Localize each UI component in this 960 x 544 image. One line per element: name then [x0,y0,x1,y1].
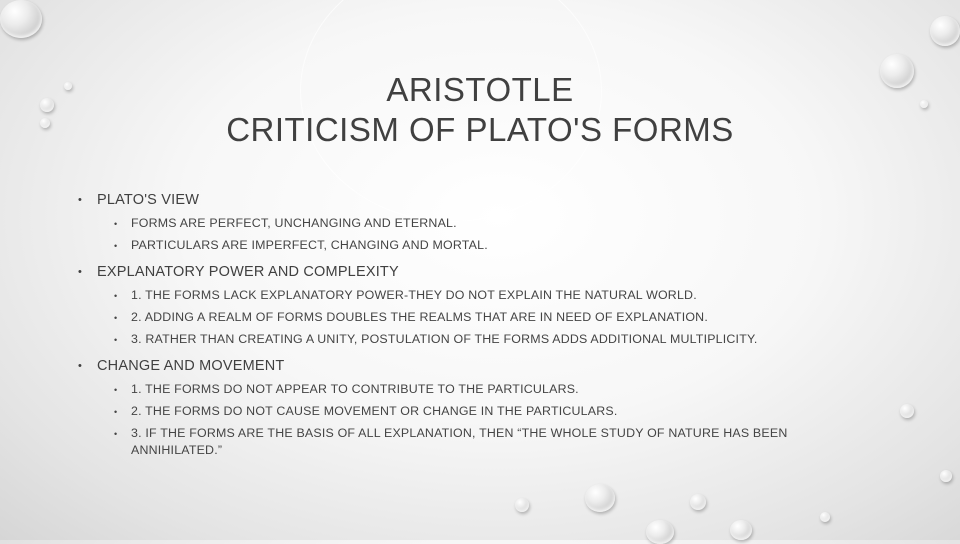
sub-bullet: • 2. THE FORMS DO NOT CAUSE MOVEMENT OR CHANGE IN THE PARTICULARS. [114,403,878,420]
sub-bullet: • 1. THE FORMS LACK EXPLANATORY POWER-THEY DO NOT EXPLAIN THE NATURAL WORLD. [114,287,878,304]
bullet-heading: • CHANGE AND MOVEMENT [78,356,878,376]
bullet-heading: • PLATO'S VIEW [78,190,878,210]
slide-title [0,70,960,150]
sub-bullet: • FORMS ARE PERFECT, UNCHANGING AND ETERNAL. [114,215,878,232]
title-line-1: ARISTOTLE [386,71,574,108]
water-droplet-decoration [0,0,42,38]
water-droplet-decoration [690,494,706,510]
sub-bullet: • PARTICULARS ARE IMPERFECT, CHANGING AND MORTAL. [114,237,878,254]
section-change-movement [78,356,878,459]
water-droplet-decoration [515,498,529,512]
title-line-2: CRITICISM OF PLATO'S FORMS [226,111,734,148]
sub-bullet: • 3. RATHER THAN CREATING A UNITY, POSTULATION OF THE FORMS ADDS ADDITIONAL MULTIPLICITY. [114,331,878,348]
water-droplet-decoration [646,520,674,544]
water-droplet-decoration [730,520,752,540]
section-platos-view [78,190,878,254]
water-droplet-decoration [900,404,914,418]
water-droplet-decoration [820,512,830,522]
section-explanatory-power [78,262,878,348]
bullet-heading: • EXPLANATORY POWER AND COMPLEXITY [78,262,878,282]
water-droplet-decoration [930,16,960,46]
sub-bullet: • 2. ADDING A REALM OF FORMS DOUBLES THE REALMS THAT ARE IN NEED OF EXPLANATION. [114,309,878,326]
sub-bullet: • 1. THE FORMS DO NOT APPEAR TO CONTRIBUTE TO THE PARTICULARS. [114,381,878,398]
sub-bullet: • 3. IF THE FORMS ARE THE BASIS OF ALL EXPLANATION, THEN “THE WHOLE STUDY OF NATURE HAS BEEN ANNIHILATED.” [114,425,851,459]
water-droplet-decoration [585,484,615,512]
bullet-list [78,190,878,459]
water-droplet-decoration [940,470,952,482]
